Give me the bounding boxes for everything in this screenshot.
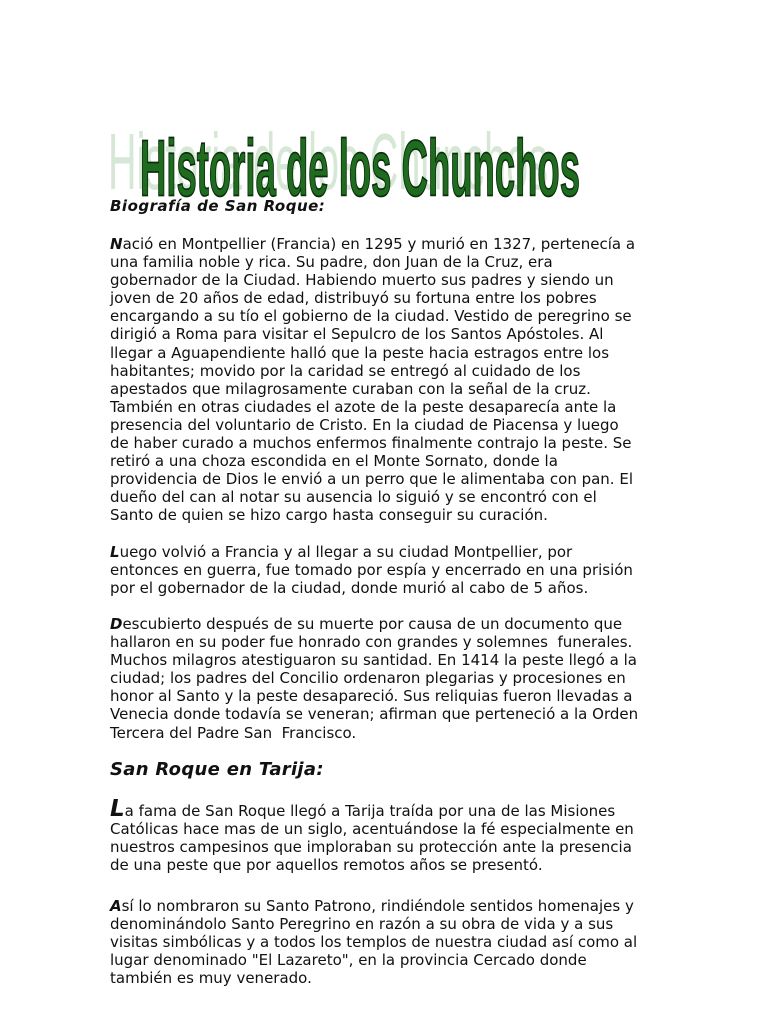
paragraph-initial: N bbox=[110, 235, 123, 253]
text-line: encargando a su tío el gobierno de la ciudad. Vestido de peregrino se bbox=[110, 307, 632, 326]
wordart-title-shadow: Historia de los Chunchos bbox=[108, 117, 548, 207]
text-line: Tercera del Padre San Francisco. bbox=[110, 723, 357, 742]
text-line: Muchos milagros atestiguaron su santidad. En 1414 la peste llegó a la bbox=[110, 651, 637, 670]
paragraph-initial: L bbox=[110, 543, 120, 561]
section-heading-biografia: Biografía de San Roque: bbox=[110, 197, 326, 215]
text-line: hallaron en su poder fue honrado con grandes y solemnes funerales. bbox=[110, 633, 633, 652]
text-line: joven de 20 años de edad, distribuyó su fortuna entre los pobres bbox=[110, 289, 597, 308]
text-line: Católicas hace mas de un siglo, acentuándose la fé especialmente en bbox=[110, 820, 634, 839]
text-line: denominándolo Santo Peregrino en razón a su obra de vida y a sus bbox=[110, 915, 614, 934]
paragraph-initial: A bbox=[110, 897, 122, 915]
text-line: visitas simbólicas y a todos los templos de nuestra ciudad así como al bbox=[110, 933, 638, 952]
paragraph-regreso-francia bbox=[110, 543, 660, 597]
text-line: Venecia donde todavía se veneran; afirman que perteneció a la Orden bbox=[110, 705, 639, 724]
text-line: presencia del voluntario de Cristo. En la ciudad de Piacensa y luego bbox=[110, 415, 619, 434]
text-line: También en otras ciudades el azote de la peste desaparecía ante la bbox=[110, 397, 617, 416]
text-line: a fama de San Roque llegó a Tarija traída por una de las Misiones bbox=[124, 802, 616, 820]
text-line: apestados que milagrosamente curaban con la señal de la cruz. bbox=[110, 379, 591, 398]
text-line: retiró a una choza escondida en el Monte Sornato, donde la bbox=[110, 452, 558, 471]
text-line: Santo de quien se hizo cargo hasta conseguir su curación. bbox=[110, 506, 548, 525]
paragraph-fama-tarija bbox=[110, 796, 660, 875]
text-line: entonces en guerra, fue tomado por espía y encerrado en una prisión bbox=[110, 561, 633, 580]
text-line: escubierto después de su muerte por causa de un documento que bbox=[122, 615, 623, 633]
text-line: por el gobernador de la ciudad, donde murió al cabo de 5 años. bbox=[110, 579, 589, 598]
text-line: dueño del can al notar su ausencia lo siguió y se encontró con el bbox=[110, 488, 597, 507]
text-line: de una peste que por aquellos remotos años se presentó. bbox=[110, 856, 543, 875]
text-line: de haber curado a muchos enfermos finalmente contrajo la peste. Se bbox=[110, 434, 632, 453]
paragraph-descubierto bbox=[110, 615, 660, 742]
paragraph-nacimiento bbox=[110, 235, 660, 525]
text-line: llegar a Aguapendiente halló que la peste hacia estragos entre los bbox=[110, 343, 610, 362]
text-line: sí lo nombraron su Santo Patrono, rindiéndole sentidos homenajes y bbox=[121, 897, 634, 915]
text-line: nuestros campesinos que imploraban su protección ante la presencia bbox=[110, 838, 632, 857]
paragraph-initial: L bbox=[110, 796, 125, 822]
text-line: también es muy venerado. bbox=[110, 969, 312, 988]
section-heading-tarija: San Roque en Tarija: bbox=[110, 759, 324, 780]
paragraph-santo-patrono bbox=[110, 897, 660, 987]
text-line: uego volvió a Francia y al llegar a su ciudad Montpellier, por bbox=[119, 543, 573, 561]
paragraph-initial: D bbox=[110, 615, 123, 633]
text-line: honor al Santo y la peste desapareció. Sus reliquias fueron llevadas a bbox=[110, 687, 633, 706]
text-line: dirigió a Roma para visitar el Sepulcro de los Santos Apóstoles. Al bbox=[110, 325, 604, 344]
text-line: una familia noble y rica. Su padre, don Juan de la Cruz, era bbox=[110, 253, 553, 272]
text-line: habitantes; movido por la caridad se entregó al cuidado de los bbox=[110, 361, 581, 380]
text-line: ació en Montpellier (Francia) en 1295 y murió en 1327, pertenecía a bbox=[122, 235, 636, 253]
wordart-title-main: Historia de los Chunchos bbox=[140, 123, 580, 213]
text-line: ciudad; los padres del Concilio ordenaron plegarias y procesiones en bbox=[110, 669, 626, 688]
text-line: providencia de Dios le envió a un perro que le alimentaba con pan. El bbox=[110, 470, 633, 489]
text-line: lugar denominado "El Lazareto", en la provincia Cercado donde bbox=[110, 951, 587, 970]
text-line: gobernador de la Ciudad. Habiendo muerto sus padres y siendo un bbox=[110, 271, 614, 290]
